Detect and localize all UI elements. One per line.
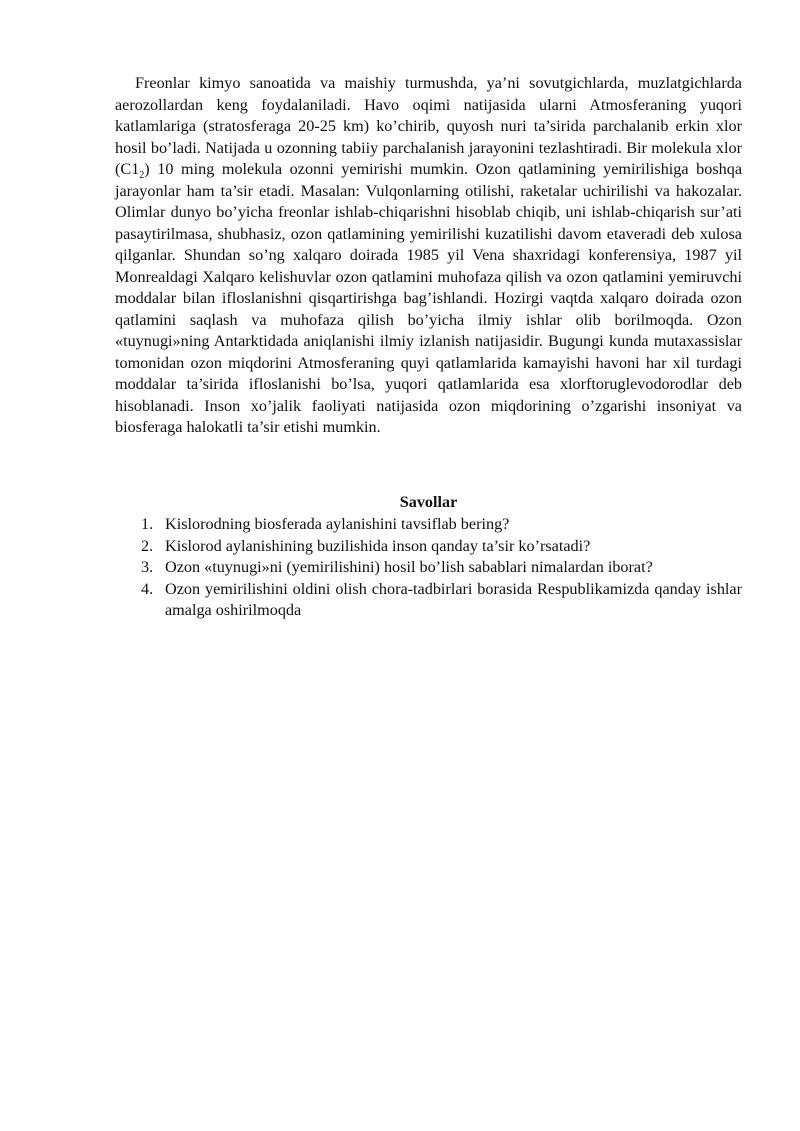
questions-list — [115, 514, 742, 622]
question-number: 4. — [141, 579, 154, 598]
paragraph-text-part-1: Freonlar kimyo sanoatida va maishiy turmushda, ya’ni sovutgichlarda, muzlatgichlarda aerozollardan keng foydalaniladi. Havo oqimi natijasida ularni Atmosferaning yuqori katlamlariga (stratosferaga 20-25 km) ko’chirib, quyosh nuri ta’sirida parchalanib erkin xlor hosil bo’ladi. Natijada u ozonning tabiiy parchalanish jarayonini tezlashtiradi. Bir molekula xlor (C1 — [115, 74, 742, 178]
questions-section — [115, 492, 742, 622]
question-number: 3. — [141, 558, 154, 576]
question-item-1 — [115, 514, 742, 536]
question-text: Kislorodning biosferada aylanishini tavsiflab bering? — [165, 515, 510, 533]
document-page — [115, 73, 742, 622]
question-item-2 — [115, 536, 742, 558]
questions-title: Savollar — [399, 492, 458, 511]
question-text: Kislorod aylanishining buzilishida inson qanday ta’sir ko’rsatadi? — [165, 536, 591, 555]
question-item-4 — [115, 579, 742, 622]
question-text: Ozon yemirilishini oldini olish chora-tadbirlari borasida Respublikamizda qanday ishlar amalga oshirilmoqda — [165, 579, 742, 619]
question-item-3 — [115, 557, 742, 579]
question-text: Ozon «tuynugi»ni (yemirilishini) hosil bo’lish sabablari nimalardan iborat? — [165, 558, 653, 576]
main-paragraph — [115, 73, 742, 439]
formula-subscript: 2 — [139, 170, 145, 182]
question-number: 1. — [141, 515, 154, 533]
question-number: 2. — [141, 536, 154, 555]
paragraph-text-part-2: ) 10 ming molekula ozonni yemirishi mumkin. Ozon qatlamining yemirilishiga boshqa jarayonlar ham ta’sir etadi. Masalan: Vulqonlarning otilishi, raketalar uchirilishi va hakozalar. Olimlar dunyo bo’yicha freonlar ishlab-chiqarishni hisoblab chiqib, uni ishlab-chiqarish sur’ati pasaytirilmasa, shubhasiz, ozon qatlamining yemirilishi kuzatilishi davom etaveradi deb xulosa qilganlar. Shundan so’ng xalqaro doirada 1985 yil Vena shaxridagi konferensiya, 1987 yil Monrealdagi Xalqaro kelishuvlar ozon qatlamini muhofaza qilish va ozon qatlamini yemiruvchi moddalar bilan ifloslanishni qisqartirishga bag’ishlandi. Hozirgi vaqtda xalqaro doirada ozon qatlamini saqlash va muhofaza qilish bo’yicha ilmiy ishlar olib borilmoqda. Ozon «tuynugi»ning Antarktidada aniqlanishi ilmiy izlanish natijasidir. Bugungi kunda mutaxassislar tomonidan ozon miqdorini Atmosferaning quyi qatlamlarida kamayishi havoni har xil turdagi moddalar ta’sirida ifloslanishi bo’lsa, yuqori qatlamlarida esa xlorftoruglevodorodlar deb hisoblanadi. Inson xo’jalik faoliyati natijasida ozon miqdorining o’zgarishi insoniyat va biosferaga halokatli ta’sir etishi mumkin. — [115, 160, 742, 436]
